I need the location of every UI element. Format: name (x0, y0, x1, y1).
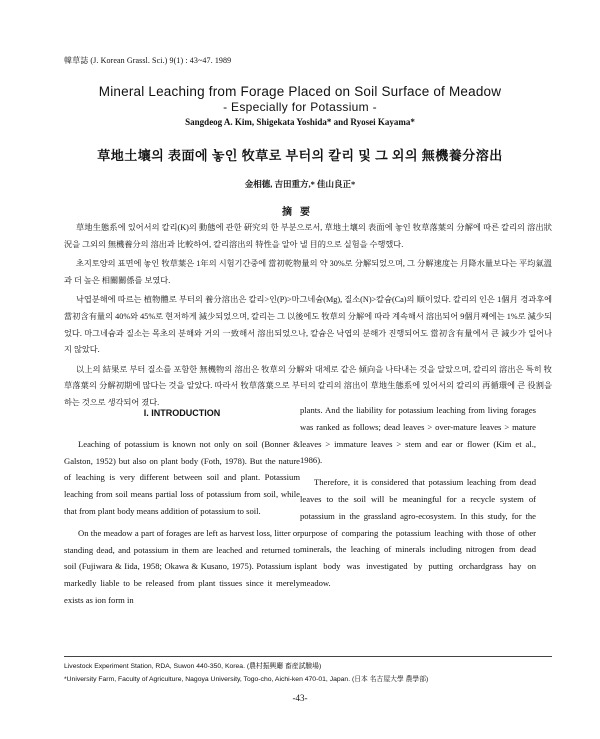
author-list: Sangdeog A. Kim, Shigekata Yoshida* and Ryosei Kayama* (185, 117, 415, 127)
left-column (64, 402, 300, 614)
abstract-paragraph: 초지토양의 표면에 놓인 牧草葉은 1年의 시험기간중에 當初乾物量의 약 30%로 分解되었으며, 그 分解速度는 月降水量보다는 平均氣溫과 더 높은 相關關係를 보였다. (64, 259, 552, 285)
footnote-affiliation-university: *University Farm, Faculty of Agriculture, Nagoya University, Togo-cho, Aichi-ken 470-01, Japan. (日本 名古屋大學 農學部) (64, 676, 429, 683)
body-paragraph: Therefore, it is considered that potassium leaching from dead leaves to the soil will be meaningful for a recycle system of potassium in the grassland agro-ecosystem. In this study, for the purpose of comparing the potassium leaching with those of other minerals, the leaching of minerals including nitrogen from dead plant body was investigated by putting orchardgrass hay on meadow. (300, 477, 536, 588)
abstract-body (64, 220, 552, 415)
korean-title: 草地土壤의 表面에 놓인 牧草로 부터의 칼리 및 그 외의 無機養分溶出 (97, 148, 503, 163)
paper-subtitle: - Especially for Potassium - (223, 100, 377, 114)
paper-title: Mineral Leaching from Forage Placed on Soil Surface of Meadow (98, 84, 502, 99)
abstract-paragraph: 草地生態系에 있어서의 칼리(K)의 動態에 관한 硏究의 한 부분으로서, 草地土壤의 表面에 놓인 牧草落葉의 分解에 따른 칼리의 溶出狀況을 그외의 無機養分의 溶出과 比較하여, 칼리溶出의 特性을 알아 낼 目的으로 실험을 수행했다. (64, 223, 552, 249)
body-paragraph: On the meadow a part of forages are left as harvest loss, litter or standing dead, and potassium in them are leached and returned to soil (Fujiwara & Iida, 1958; Okawa & Kusano, 1975). Potassium is markedly liable to be released from plant tissues since it merely exists as ion form in (64, 527, 300, 605)
body-paragraph: plants. And the liability for potassium leaching from living forages was ranked as follows; dead leaves > over-mature leaves > mature leaves > immature leaves > stem and ear or flower (Kim et al., 1986). (300, 405, 536, 466)
journal-reference: 韓草誌 (J. Korean Grassl. Sci.) 9(1) : 43~47. 1989 (64, 56, 232, 65)
abstract-heading: 摘要 (282, 207, 318, 218)
right-column (300, 402, 536, 597)
korean-author-list: 金相德, 吉田重方,* 佳山良正* (244, 179, 356, 189)
abstract-paragraph: 낙엽분해에 따르는 植物體로 부터의 養分溶出은 칼리>인(P)>마그네슘(Mg), 질소(N)>칼슘(Ca)의 順이었다. 칼리의 인은 1個月 경과후에 當初含有量의 40%와 45%로 현저하게 減少되었으며, 칼리는 그 以後에도 牧草의 分解에 따라 계속해서 溶出되어 9個月째에는 1%로 減少되었다. 마그네슘과 질소는 목초의 분해와 거의 一致해서 溶出되었으나, 칼슘은 낙엽의 분해가 진행되어도 當初含有量에서 큰 減少가 일어나지 않았다. (64, 295, 552, 355)
abstract-paragraph: 以上의 結果로 부터 질소를 포함한 無機物의 溶出은 牧草의 分解와 대체로 같은 傾向을 나타내는 것을 알았으며, 칼리의 溶出은 특히 牧草落葉의 分解初期에 많다는 것을 알았다. 따라서 牧草落葉으로 부터의 칼리의 溶出이 草地生態系에 있어서의 칼리의 再循環에 큰 役割을 하는 것으로 생각되어 졌다. (64, 364, 552, 407)
section-heading-introduction: I. INTRODUCTION (143, 408, 221, 418)
body-paragraph: Leaching of potassium is known not only on soil (Bonner & Galston, 1952) but also on plant body (Foth, 1978). But the nature of leaching is very different between soil and plant. Potassium leaching from soil means partial loss of potassium from soil, while that from plant body means addition of potassium to soil. (64, 438, 300, 516)
footnote-affiliation-station: Livestock Experiment Station, RDA, Suwon 440-350, Korea. (農村振興廳 畜産試驗場) (64, 663, 322, 670)
page-number: -43- (292, 693, 308, 703)
footnote-divider (64, 656, 552, 657)
